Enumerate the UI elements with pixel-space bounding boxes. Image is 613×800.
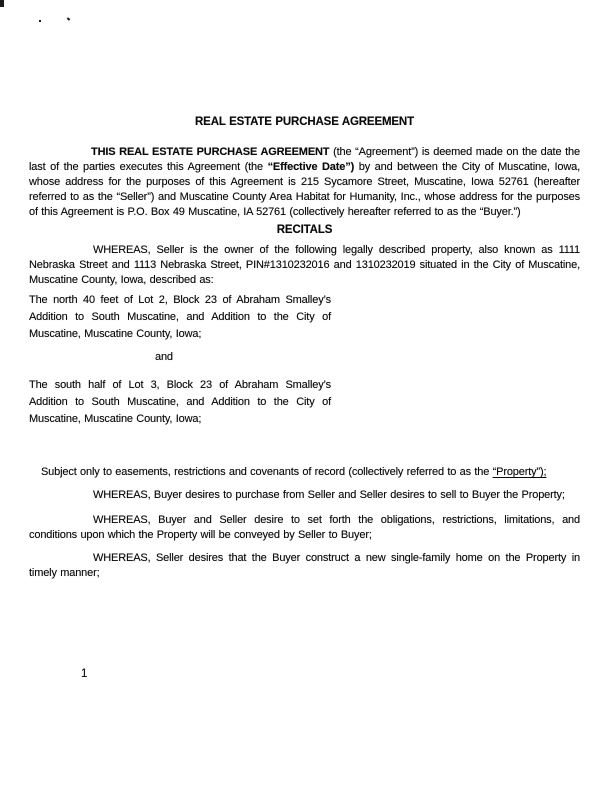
subject-to-paragraph: [41, 465, 580, 480]
page-number: 1: [81, 668, 88, 680]
whereas-construct-paragraph: WHEREAS, Seller desires that the Buyer construct a new single-family home on the Property in timely manner;: [29, 552, 580, 579]
document-body: [29, 0, 580, 581]
subject-text: Subject only to easements, restrictions and covenants of record (collectively referred to as the: [41, 466, 493, 478]
whereas-purchase-paragraph: WHEREAS, Buyer desires to purchase from Seller and Seller desires to sell to Buyer the Property;: [93, 489, 565, 501]
recitals-heading: RECITALS: [276, 224, 333, 236]
intro-text-mid: (the “Agreement”) is deemed made on the date the last of the parties executes this Agreement (the: [29, 146, 580, 173]
scan-artifact-corner: [0, 0, 4, 7]
legal-connector: and: [155, 351, 173, 363]
property-defined-term: “Property”);: [492, 466, 547, 478]
whereas-owner-paragraph: WHEREAS, Seller is the owner of the following legally described property, also known as 1111 Nebraska Street and 1113 Nebraska Street, PIN#1310232016 and 1310232019 situated in the City of Muscatine, Muscatine County, Iowa, described as:: [29, 244, 580, 286]
legal-description-2: The south half of Lot 3, Block 23 of Abraham Smalley’s Addition to South Muscatine, and Addition to the City of Muscatine, Muscatine County, Iowa;: [29, 379, 331, 425]
intro-paragraph: [29, 145, 580, 220]
intro-bold-lead: THIS REAL ESTATE PURCHASE AGREEMENT: [91, 146, 330, 158]
legal-description-1: The north 40 feet of Lot 2, Block 23 of Abraham Smalley’s Addition to South Muscatine, and Addition to the City of Muscatine, Muscatine County, Iowa;: [29, 294, 331, 340]
whereas-obligations-paragraph: WHEREAS, Buyer and Seller desire to set forth the obligations, restrictions, limitations, and conditions upon which the Property will be conveyed by Seller to Buyer;: [29, 514, 580, 541]
intro-text-rest: by and between the City of Muscatine, Iowa, whose address for the purposes of this Agreement is 215 Sycamore Street, Muscatine, Iowa 52761 (hereafter referred to as the “Seller”) and Muscatine County Area Habitat for Humanity, Inc., whose address for the purposes of this Agreement is P.O. Box 49 Muscatine, IA 52761 (collectively hereafter referred to as the “Buyer.”): [29, 161, 580, 218]
effective-date-term: “Effective Date”): [267, 161, 355, 173]
document-title: REAL ESTATE PURCHASE AGREEMENT: [195, 116, 414, 128]
